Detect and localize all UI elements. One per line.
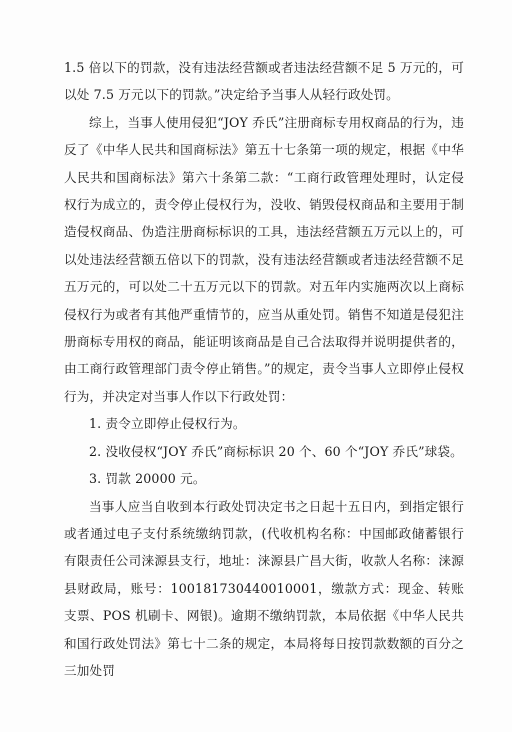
penalty-item-2: 2. 没收侵权“JOY 乔氏”商标标识 20 个、60 个“JOY 乔氏”球袋。 xyxy=(89,443,463,459)
paragraph-continuation: 1.5 倍以下的罚款，没有违法经营额或者违法经营额不足 5 万元的，可以处 7.5 万元以下的罚款。”决定给予当事人从轻行政处罚。 xyxy=(64,60,464,103)
penalty-item-3: 3. 罚款 20000 元。 xyxy=(89,471,206,487)
paragraph-summary: 综上，当事人使用侵犯“JOY 乔氏”注册商标专用权商品的行为，违反了《中华人民共和国商标法》第五十七条第一项的规定，根据《中华人民共和国商标法》第六十条第二款：“工商行政管理处理时，认定侵权行为成立的，责令停止侵权行为，没收、销毁侵权商品和主要用于制造侵权商品、伪造注册商标标识的工具，违法经营额五万元以上的，可以处违法经营额五倍以下的罚款，没有违法经营额或者违法经营额不足五万元的，可以处二十五万元以下的罚款。对五年内实施两次以上商标侵权行为或者有其他严重情节的，应当从重处罚。销售不知道是侵犯注册商标专用权的商品，能证明该商品是自己合法取得并说明提供者的，由工商行政管理部门责令停止销售。”的规定，责令当事人立即停止侵权行为，并决定对当事人作以下行政处罚： xyxy=(64,114,464,404)
penalty-item-1: 1. 责令立即停止侵权行为。 xyxy=(89,416,246,432)
paragraph-payment-instructions: 当事人应当自收到本行政处罚决定书之日起十五日内，到指定银行或者通过电子支付系统缴纳罚款，(代收机构名称：中国邮政储蓄银行有限责任公司涞源县支行，地址：涞源县广昌大街，收款人名称：涞源县财政局，账号：100181730440010001，缴款方式：现金、转账支票、POS 机刷卡、网银)。逾期不缴纳罚款，本局依据《中华人民共和国行政处罚法》第七十二条的规定，本局将每日按罚款数额的百分之三加处罚 xyxy=(64,498,464,678)
document-body xyxy=(64,54,464,684)
